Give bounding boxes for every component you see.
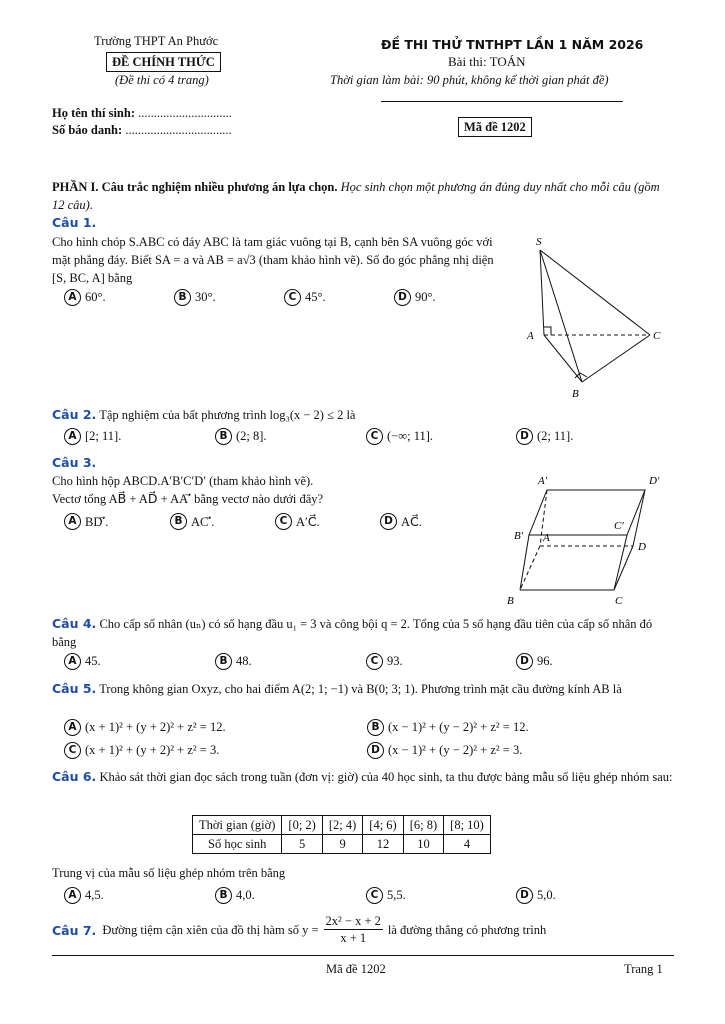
option-text: 96. (537, 654, 553, 668)
time-note: Thời gian làm bài: 90 phút, không kể thời gian phát đề) (330, 73, 609, 87)
q4-option-d[interactable] (516, 653, 553, 670)
table-cell: 9 (322, 835, 362, 854)
q1-option-c[interactable] (284, 289, 326, 306)
option-text: (2; 8]. (236, 429, 267, 443)
option-letter: C (366, 887, 383, 904)
candidate-name-label: Họ tên thí sinh: (52, 106, 136, 120)
option-text: A′C⃗. (296, 514, 320, 529)
pyramid-label-a: A (527, 330, 534, 342)
option-text: 48. (236, 654, 252, 668)
q4-label: Câu 4. (52, 616, 97, 631)
option-letter: A (64, 719, 81, 736)
q2-text-line (52, 406, 532, 424)
table-cell: Thời gian (giờ) (193, 816, 282, 835)
option-letter: A (64, 428, 81, 445)
option-text: 5,5. (387, 888, 406, 902)
q2-option-b[interactable] (215, 428, 267, 445)
footer-rule (52, 955, 674, 956)
box-label-d-prime: D′ (649, 475, 660, 487)
option-text: (x + 1)² + (y + 2)² + z² = 12. (85, 720, 226, 734)
q4-text-block (52, 615, 674, 651)
q2-option-a[interactable] (64, 428, 121, 445)
candidate-id-line (52, 123, 232, 138)
frequency-table (192, 815, 491, 854)
table-cell: [8; 10) (444, 816, 491, 835)
q5-option-b[interactable] (367, 719, 529, 736)
candidate-name-line (52, 106, 232, 121)
q3-option-d[interactable] (380, 513, 422, 530)
table-cell: 12 (363, 835, 403, 854)
option-text: (2; 11]. (537, 429, 574, 443)
q3-label: Câu 3. (52, 455, 97, 470)
q5-label: Câu 5. (52, 681, 97, 696)
candidate-id-dots: .................................. (125, 123, 232, 137)
pyramid-label-b: B (572, 388, 579, 400)
q1-option-b[interactable] (174, 289, 216, 306)
q3-text-line2: Vectơ tổng AB⃗ + AD⃗ + AA′⃗ bằng vectơ nào dưới đây? (52, 492, 324, 506)
q2-option-c[interactable] (366, 428, 433, 445)
q7-text-block (52, 910, 674, 950)
option-text: 93. (387, 654, 403, 668)
box-figure (500, 470, 670, 612)
school-name: Trường THPT An Phước (94, 34, 219, 48)
table-cell: Số học sinh (193, 835, 282, 854)
option-text: 4,5. (85, 888, 104, 902)
q2-text: Tập nghiệm của bất phương trình log₃(x − 2) ≤ 2 là (99, 408, 356, 422)
pyramid-label-c: C (653, 330, 661, 342)
footer-page-number: Trang 1 (624, 962, 663, 976)
q1-option-a[interactable] (64, 289, 106, 306)
option-text: 30°. (195, 290, 216, 304)
option-letter: C (284, 289, 301, 306)
option-letter: B (215, 653, 232, 670)
table-cell: [2; 4) (322, 816, 362, 835)
q4-option-b[interactable] (215, 653, 252, 670)
option-text: (x + 1)² + (y + 2)² + z² = 3. (85, 743, 220, 757)
q5-option-a[interactable] (64, 719, 226, 736)
candidate-id-label: Số báo danh: (52, 123, 123, 137)
footer-exam-code: Mã đề 1202 (326, 962, 386, 976)
option-text: 60°. (85, 290, 106, 304)
option-letter: C (366, 653, 383, 670)
q5-option-c[interactable] (64, 742, 219, 759)
box-label-d: D (638, 541, 646, 553)
option-text: [2; 11]. (85, 429, 122, 443)
option-text: 4,0. (236, 888, 255, 902)
option-letter: A (64, 653, 81, 670)
option-letter: C (275, 513, 292, 530)
table-cell: [6; 8) (403, 816, 443, 835)
q5-option-d[interactable] (367, 742, 522, 759)
option-text: (x − 1)² + (y − 2)² + z² = 12. (388, 720, 529, 734)
option-letter: A (64, 289, 81, 306)
part1-title: PHẦN I. Câu trắc nghiệm nhiều phương án lựa chọn. (52, 180, 338, 194)
q1-text: Cho hình chóp S.ABC có đáy ABC là tam giác vuông tại B, cạnh bên SA vuông góc với mặt phẳng đáy. Biết SA = a và AB = a√3 (tham khảo hình vẽ). Số đo góc phẳng nhị diện [S, BC, A] bằng (52, 235, 494, 285)
q1-label: Câu 1. (52, 215, 97, 230)
option-letter: C (366, 428, 383, 445)
q7-text-after: là đường thẳng có phương trình (387, 922, 547, 937)
q6-option-a[interactable] (64, 887, 104, 904)
header-rule (381, 101, 623, 102)
option-text: 45°. (305, 290, 326, 304)
option-letter: D (516, 887, 533, 904)
option-text: AC⃗. (401, 514, 422, 529)
q2-label: Câu 2. (52, 407, 97, 422)
table-cell: [0; 2) (282, 816, 322, 835)
q3-option-c[interactable] (275, 513, 320, 530)
q4-text: Cho cấp số nhân (uₙ) có số hạng đầu u₁ = 3 và công bội q = 2. Tổng của 5 số hạng đầu tiên của cấp số nhân đó bằng (52, 617, 653, 649)
box-label-a-prime: A′ (538, 475, 548, 487)
q7-denominator: x + 1 (340, 931, 367, 945)
option-text: 90°. (415, 290, 436, 304)
option-letter: A (64, 513, 81, 530)
option-letter: B (170, 513, 187, 530)
q6-option-d[interactable] (516, 887, 556, 904)
option-letter: B (215, 428, 232, 445)
pyramid-figure (520, 232, 670, 402)
q4-option-a[interactable] (64, 653, 101, 670)
q1-option-d[interactable] (394, 289, 436, 306)
option-letter: C (64, 742, 81, 759)
part1-instruction: Học sinh chọn một phương án đúng duy nhất cho mỗi câu (gồm 12 câu). (52, 180, 660, 212)
q6-label: Câu 6. (52, 769, 97, 784)
pages-note: (Đề thi có 4 trang) (115, 73, 209, 87)
subject: Bài thi: TOÁN (448, 54, 526, 69)
table-cell: 4 (444, 835, 491, 854)
q6-option-c[interactable] (366, 887, 406, 904)
table-cell: [4; 6) (363, 816, 403, 835)
official-badge: ĐỀ CHÍNH THỨC (106, 52, 221, 72)
option-text: AC′⃗. (191, 514, 215, 529)
option-text: (−∞; 11]. (387, 429, 434, 443)
option-letter: B (367, 719, 384, 736)
part1-heading (52, 178, 674, 214)
option-letter: B (174, 289, 191, 306)
exam-code-badge: Mã đề 1202 (458, 117, 532, 137)
q7-label: Câu 7. (52, 922, 97, 938)
option-text: BD′⃗. (85, 514, 109, 529)
option-letter: D (516, 653, 533, 670)
box-label-c: C (615, 595, 623, 607)
table-row (193, 835, 491, 854)
q2-option-d[interactable] (516, 428, 573, 445)
option-text: 5,0. (537, 888, 556, 902)
candidate-name-dots: .............................. (138, 106, 232, 120)
box-label-c-prime: C′ (614, 520, 624, 532)
box-label-b: B (507, 595, 514, 607)
option-letter: D (367, 742, 384, 759)
q3-option-a[interactable] (64, 513, 108, 530)
q6-text-block (52, 768, 674, 786)
option-text: 45. (85, 654, 101, 668)
q5-text-block (52, 680, 674, 698)
option-letter: D (516, 428, 533, 445)
q7-numerator: 2x² − x + 2 (325, 914, 381, 928)
box-label-a: A (543, 532, 550, 544)
option-letter: D (394, 289, 411, 306)
table-cell: 5 (282, 835, 322, 854)
option-letter: A (64, 887, 81, 904)
option-text: (x − 1)² + (y − 2)² + z² = 3. (388, 743, 523, 757)
table-cell: 10 (403, 835, 443, 854)
pyramid-label-s: S (536, 236, 542, 248)
q7-text-before: Đường tiệm cận xiên của đồ thị hàm số y = (102, 922, 319, 937)
option-letter: B (215, 887, 232, 904)
q7-fraction (324, 913, 383, 947)
table-row (193, 816, 491, 835)
q4-option-c[interactable] (366, 653, 403, 670)
option-letter: D (380, 513, 397, 530)
q6-after-text: Trung vị của mẫu số liệu ghép nhóm trên bằng (52, 866, 286, 880)
q5-text: Trong không gian Oxyz, cho hai điểm A(2; 1; −1) và B(0; 3; 1). Phương trình mặt cầu đường kính AB là (99, 682, 622, 696)
q3-option-b[interactable] (170, 513, 214, 530)
q6-option-b[interactable] (215, 887, 255, 904)
box-label-b-prime: B′ (514, 530, 524, 542)
q3-text-line1: Cho hình hộp ABCD.A′B′C′D′ (tham khảo hình vẽ). (52, 474, 314, 488)
exam-title: ĐỀ THI THỬ TNTHPT LẦN 1 NĂM 2026 (381, 37, 644, 52)
q6-text: Khảo sát thời gian đọc sách trong tuần (đơn vị: giờ) của 40 học sinh, ta thu được bảng mẫu số liệu ghép nhóm sau: (99, 770, 673, 784)
